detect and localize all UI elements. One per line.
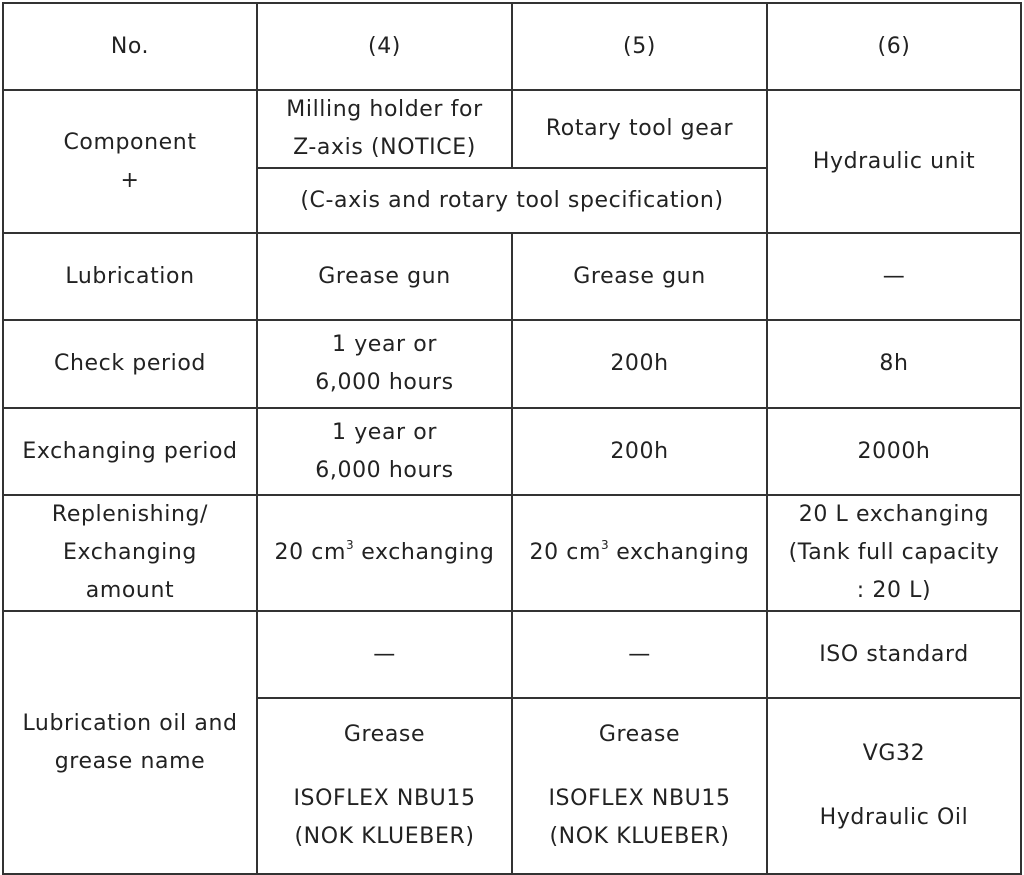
check-period-col-4: 1 year or 6,000 hours <box>257 320 512 408</box>
lubrication-col-4: Grease gun <box>257 233 512 320</box>
exchanging-period-col-5: 200h <box>512 408 767 495</box>
component-col-6: Hydraulic unit <box>767 90 1021 233</box>
replenishing-col-6: 20 L exchanging (Tank full capacity : 20 L) <box>767 495 1021 611</box>
header-col-6: (6) <box>767 3 1021 90</box>
exchanging-period-label: Exchanging period <box>3 408 257 495</box>
component-col-4: Milling holder for Z-axis (NOTICE) <box>257 90 512 168</box>
oil-standard-col-5: — <box>512 611 767 698</box>
exchanging-period-row <box>3 408 1021 495</box>
replenishing-label: Replenishing/ Exchanging amount <box>3 495 257 611</box>
oil-standard-row <box>3 611 1021 698</box>
replenishing-col-4: 20 $cm^3$ exchanging <box>257 495 512 611</box>
component-row-top <box>3 90 1021 168</box>
component-col-5: Rotary tool gear <box>512 90 767 168</box>
header-col-5: (5) <box>512 3 767 90</box>
exchanging-period-col-4: 1 year or 6,000 hours <box>257 408 512 495</box>
component-label-cell <box>3 90 257 233</box>
replenishing-col-5: 20 $cm^3$ exchanging <box>512 495 767 611</box>
plus-symbol: + <box>120 167 140 193</box>
lubrication-col-6: — <box>767 233 1021 320</box>
lubrication-row <box>3 233 1021 320</box>
check-period-row <box>3 320 1021 408</box>
header-col-4: (4) <box>257 3 512 90</box>
component-label: Component <box>63 129 197 155</box>
check-period-label: Check period <box>3 320 257 408</box>
exchanging-period-col-6: 2000h <box>767 408 1021 495</box>
lubrication-spec-table <box>2 2 1022 875</box>
component-spec-note: (C-axis and rotary tool specification) <box>257 168 767 233</box>
check-period-col-6: 8h <box>767 320 1021 408</box>
header-no: No. <box>3 3 257 90</box>
oil-name-col-5: Grease ISOFLEX NBU15 (NOK KLUEBER) <box>512 698 767 874</box>
replenishing-row <box>3 495 1021 611</box>
lubrication-label: Lubrication <box>3 233 257 320</box>
check-period-col-5: 200h <box>512 320 767 408</box>
oil-name-col-4: Grease ISOFLEX NBU15 (NOK KLUEBER) <box>257 698 512 874</box>
oil-standard-col-4: — <box>257 611 512 698</box>
oil-standard-col-6: ISO standard <box>767 611 1021 698</box>
oil-name-col-6: VG32 Hydraulic Oil <box>767 698 1021 874</box>
lubrication-col-5: Grease gun <box>512 233 767 320</box>
oil-label: Lubrication oil and grease name <box>3 611 257 874</box>
header-row <box>3 3 1021 90</box>
